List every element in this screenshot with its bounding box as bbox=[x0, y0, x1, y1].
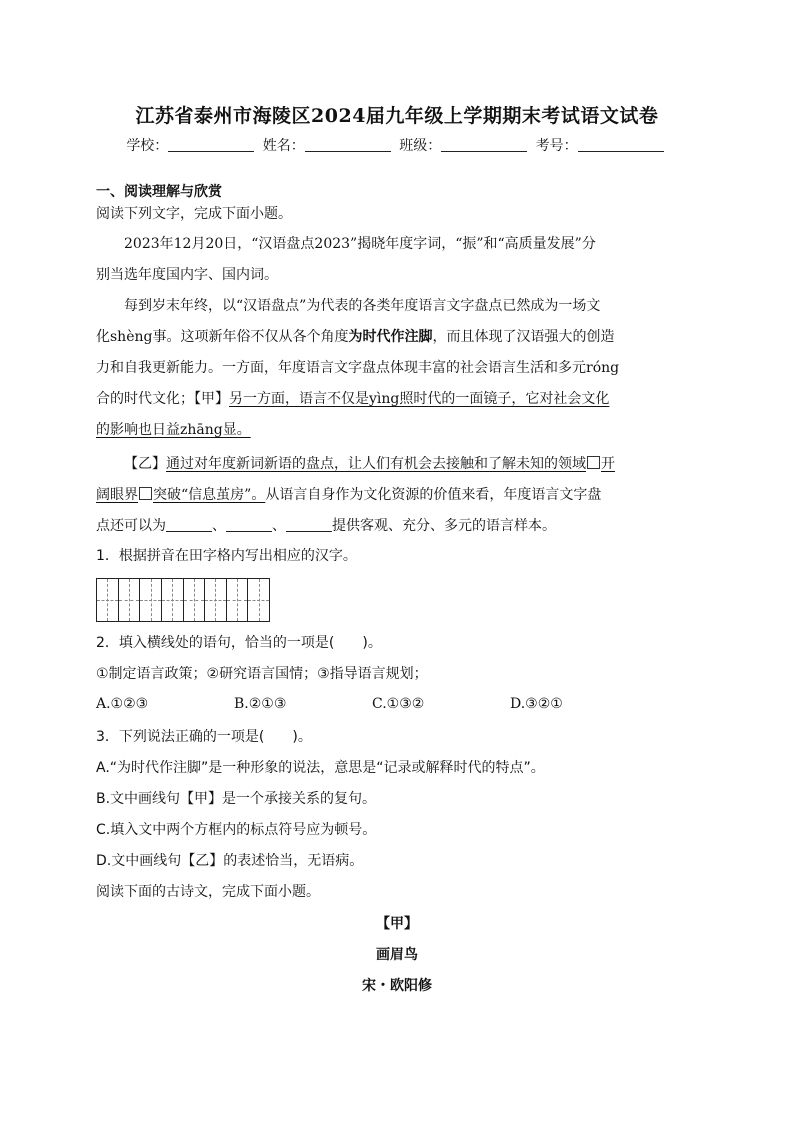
school-blank[interactable] bbox=[168, 137, 254, 152]
tianzige-grid bbox=[96, 578, 270, 622]
underlined-sentence-yi-3: 阔眼界 bbox=[96, 487, 138, 503]
q2-option-a[interactable]: A.①②③ bbox=[96, 696, 149, 712]
p2-bold-phrase: 为时代作注脚 bbox=[348, 329, 433, 345]
name-blank[interactable] bbox=[305, 137, 391, 152]
poem-label: 【甲】 bbox=[376, 916, 418, 932]
underlined-sentence-yi-4: 突破“信息茧房”。 bbox=[153, 487, 266, 503]
poem-title: 画眉鸟 bbox=[376, 947, 418, 963]
tianzige-cell[interactable] bbox=[140, 579, 162, 621]
p3-line3a: 点还可以为 bbox=[96, 518, 166, 534]
school-label: 学校： bbox=[126, 138, 169, 154]
tianzige-cell[interactable] bbox=[119, 579, 141, 621]
sep-2: 、 bbox=[272, 518, 286, 534]
student-info-line bbox=[0, 135, 794, 155]
reading-instruction: 阅读下列文字，完成下面小题。 bbox=[96, 206, 292, 222]
p2-line1: 每到岁末年终，以“汉语盘点”为代表的各类年度语言文字盘点已然成为一场文 bbox=[124, 298, 601, 314]
number-label: 考号： bbox=[535, 138, 578, 154]
q3-option-c[interactable]: C.填入文中两个方框内的标点符号应为顿号。 bbox=[96, 822, 377, 838]
underlined-sentence-yi: 通过对年度新词新语的盘点，让人们有机会去接触和了解未知的领域 bbox=[166, 456, 586, 472]
underlined-sentence-yi-2: 开 bbox=[601, 456, 615, 472]
question-3: 3．下列说法正确的一项是( )。 bbox=[96, 729, 312, 745]
q3-option-a[interactable]: A.“为时代作注脚”是一种形象的说法，意思是“记录或解释时代的特点”。 bbox=[96, 760, 545, 776]
question-2-items: ①制定语言政策；②研究语言国情；③指导语言规划； bbox=[96, 666, 428, 682]
paragraph-2 bbox=[96, 291, 698, 446]
tianzige-cell[interactable] bbox=[97, 579, 119, 621]
punctuation-box-1[interactable] bbox=[587, 456, 600, 469]
q2-option-b[interactable]: B.②①③ bbox=[234, 696, 287, 712]
tianzige-cell[interactable] bbox=[205, 579, 227, 621]
underlined-sentence-jia-end: 的影响也日益zhāng显。 bbox=[96, 422, 251, 438]
exam-title: 江苏省泰州市海陵区2024届九年级上学期期末考试语文试卷 bbox=[135, 105, 659, 127]
number-blank[interactable] bbox=[578, 137, 664, 152]
p3-label-yi: 【乙】 bbox=[124, 456, 166, 472]
tianzige-cell[interactable] bbox=[227, 579, 249, 621]
section-heading: 一、阅读理解与欣赏 bbox=[96, 184, 222, 200]
sep-1: 、 bbox=[212, 518, 226, 534]
p3-line3b: 提供客观、充分、多元的语言样本。 bbox=[332, 518, 556, 534]
question-1: 1．根据拼音在田字格内写出相应的汉字。 bbox=[96, 548, 357, 564]
tianzige-cell[interactable] bbox=[184, 579, 206, 621]
p1-line1: 2023年12月20日，“汉语盘点2023”揭晓年度字词，“振”和“高质量发展”分 bbox=[124, 236, 596, 252]
q2-option-c[interactable]: C.①③② bbox=[372, 696, 425, 712]
name-label: 姓名： bbox=[262, 138, 305, 154]
fill-blank-2[interactable] bbox=[226, 519, 272, 532]
class-blank[interactable] bbox=[441, 137, 527, 152]
paragraph-3 bbox=[96, 449, 698, 542]
underlined-sentence-jia: 另一方面，语言不仅是yìng照时代的一面镜子，它对社会文化 bbox=[229, 391, 610, 407]
p2-line4a: 合的时代文化；【甲】 bbox=[96, 391, 229, 407]
poem-author: 宋・欧阳修 bbox=[362, 978, 432, 994]
q3-option-d[interactable]: D.文中画线句【乙】的表述恰当，无语病。 bbox=[96, 853, 364, 869]
question-2-options bbox=[96, 696, 696, 716]
p2-line2a: 化shèng事。这项新年俗不仅从各个角度 bbox=[96, 329, 349, 345]
tianzige-cell[interactable] bbox=[162, 579, 184, 621]
fill-blank-3[interactable] bbox=[286, 519, 332, 532]
question-2: 2．填入横线处的语句，恰当的一项是( )。 bbox=[96, 635, 382, 651]
poem-instruction: 阅读下面的古诗文，完成下面小题。 bbox=[96, 884, 320, 900]
p3-line2c: 从语言自身作为文化资源的价值来看，年度语言文字盘 bbox=[265, 487, 602, 503]
q2-option-d[interactable]: D.③②① bbox=[510, 696, 563, 712]
p2-line2c: ，而且体现了汉语强大的创造 bbox=[432, 329, 615, 345]
q3-option-b[interactable]: B.文中画线句【甲】是一个承接关系的复句。 bbox=[96, 791, 377, 807]
p2-line3: 力和自我更新能力。一方面，年度语言文字盘点体现丰富的社会语言生活和多元róng bbox=[96, 360, 620, 376]
fill-blank-1[interactable] bbox=[166, 519, 212, 532]
punctuation-box-2[interactable] bbox=[139, 487, 152, 500]
class-label: 班级： bbox=[399, 138, 442, 154]
p1-line2: 别当选年度国内字、国内词。 bbox=[96, 267, 278, 283]
tianzige-cell[interactable] bbox=[248, 579, 269, 621]
paragraph-1 bbox=[96, 229, 698, 291]
